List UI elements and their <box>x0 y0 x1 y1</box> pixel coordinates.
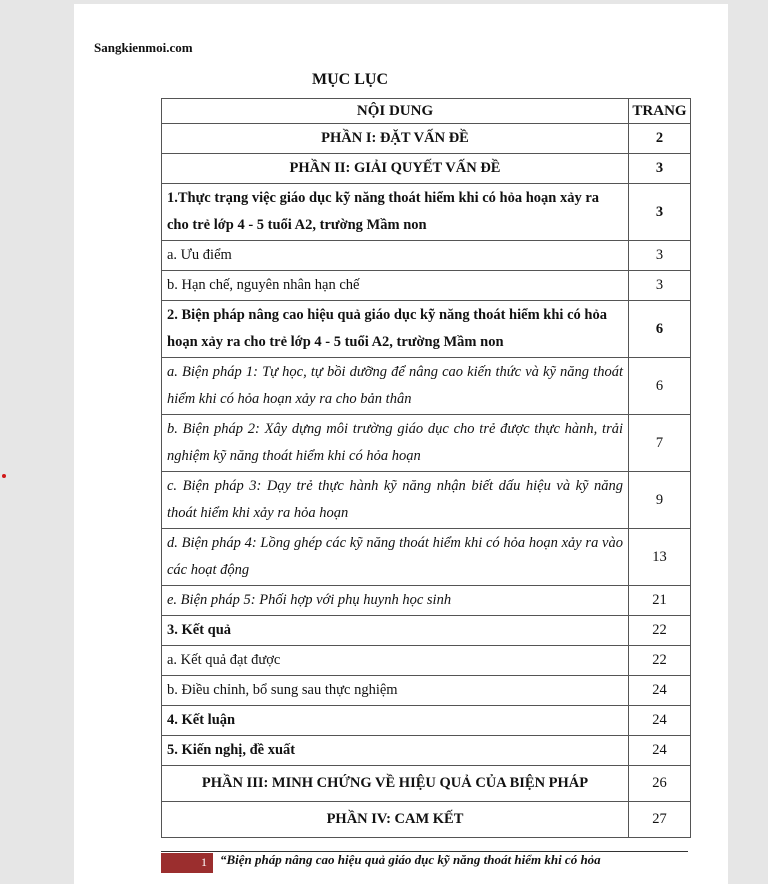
table-row <box>162 358 691 415</box>
table-row <box>162 529 691 586</box>
entry-page: 3 <box>629 184 691 241</box>
table-row <box>162 646 691 676</box>
entry-text: b. Biện pháp 2: Xây dựng môi trường giáo dục cho trẻ được thực hành, trải nghiệm kỹ năng thoát hiểm khi có hỏa hoạn <box>162 415 629 472</box>
table-row <box>162 586 691 616</box>
table-header-row <box>162 99 691 124</box>
entry-page: 13 <box>629 529 691 586</box>
footer-page-number: 1 <box>161 853 213 873</box>
entry-text: 1.Thực trạng việc giáo dục kỹ năng thoát hiểm khi có hỏa hoạn xảy ra cho trẻ lớp 4 - 5 tuổi A2, trường Mầm non <box>162 184 629 241</box>
entry-page: 3 <box>629 241 691 271</box>
header-content: NỘI DUNG <box>162 99 629 124</box>
table-row <box>162 472 691 529</box>
table-row <box>162 301 691 358</box>
entry-text: 3. Kết quả <box>162 616 629 646</box>
table-row <box>162 766 691 802</box>
entry-page: 24 <box>629 736 691 766</box>
table-row <box>162 736 691 766</box>
entry-text: PHẦN III: MINH CHỨNG VỀ HIỆU QUẢ CỦA BIỆN PHÁP <box>162 766 629 802</box>
table-row <box>162 415 691 472</box>
entry-text: e. Biện pháp 5: Phối hợp với phụ huynh học sinh <box>162 586 629 616</box>
entry-page: 9 <box>629 472 691 529</box>
entry-text: b. Hạn chế, nguyên nhân hạn chế <box>162 271 629 301</box>
entry-page: 6 <box>629 301 691 358</box>
entry-page: 27 <box>629 802 691 838</box>
entry-text: c. Biện pháp 3: Dạy trẻ thực hành kỹ năng nhận biết dấu hiệu và kỹ năng thoát hiểm khi xảy ra hỏa hoạn <box>162 472 629 529</box>
entry-text: 4. Kết luận <box>162 706 629 736</box>
table-row <box>162 616 691 646</box>
entry-text: PHẦN II: GIẢI QUYẾT VẤN ĐỀ <box>162 154 629 184</box>
entry-page: 3 <box>629 271 691 301</box>
table-row <box>162 241 691 271</box>
entry-text: d. Biện pháp 4: Lồng ghép các kỹ năng thoát hiểm khi có hỏa hoạn xảy ra vào các hoạt động <box>162 529 629 586</box>
entry-page: 26 <box>629 766 691 802</box>
site-watermark: Sangkienmoi.com <box>94 40 193 55</box>
entry-text: a. Biện pháp 1: Tự học, tự bồi dưỡng để nâng cao kiến thức và kỹ năng thoát hiểm khi có hỏa hoạn xảy ra cho bản thân <box>162 358 629 415</box>
table-row <box>162 706 691 736</box>
table-row <box>162 154 691 184</box>
table-row <box>162 802 691 838</box>
entry-text: 5. Kiến nghị, đề xuất <box>162 736 629 766</box>
entry-page: 2 <box>629 124 691 154</box>
table-row <box>162 271 691 301</box>
footer-title: “Biện pháp nâng cao hiệu quả giáo dục kỹ năng thoát hiểm khi có hỏa <box>220 852 601 867</box>
margin-marker <box>2 474 6 478</box>
entry-page: 21 <box>629 586 691 616</box>
entry-text: PHẦN I: ĐẶT VẤN ĐỀ <box>162 124 629 154</box>
table-row <box>162 124 691 154</box>
table-row <box>162 676 691 706</box>
page-title: MỤC LỤC <box>312 71 388 88</box>
entry-text: PHẦN IV: CAM KẾT <box>162 802 629 838</box>
table-row <box>162 184 691 241</box>
table-of-contents <box>161 98 691 838</box>
entry-page: 24 <box>629 676 691 706</box>
entry-text: 2. Biện pháp nâng cao hiệu quả giáo dục kỹ năng thoát hiểm khi có hỏa hoạn xảy ra cho trẻ lớp 4 - 5 tuổi A2, trường Mầm non <box>162 301 629 358</box>
header-page: TRANG <box>629 99 691 124</box>
entry-page: 3 <box>629 154 691 184</box>
entry-text: a. Kết quả đạt được <box>162 646 629 676</box>
entry-page: 7 <box>629 415 691 472</box>
entry-text: a. Ưu điểm <box>162 241 629 271</box>
entry-page: 6 <box>629 358 691 415</box>
entry-page: 24 <box>629 706 691 736</box>
entry-page: 22 <box>629 616 691 646</box>
entry-text: b. Điều chỉnh, bổ sung sau thực nghiệm <box>162 676 629 706</box>
entry-page: 22 <box>629 646 691 676</box>
